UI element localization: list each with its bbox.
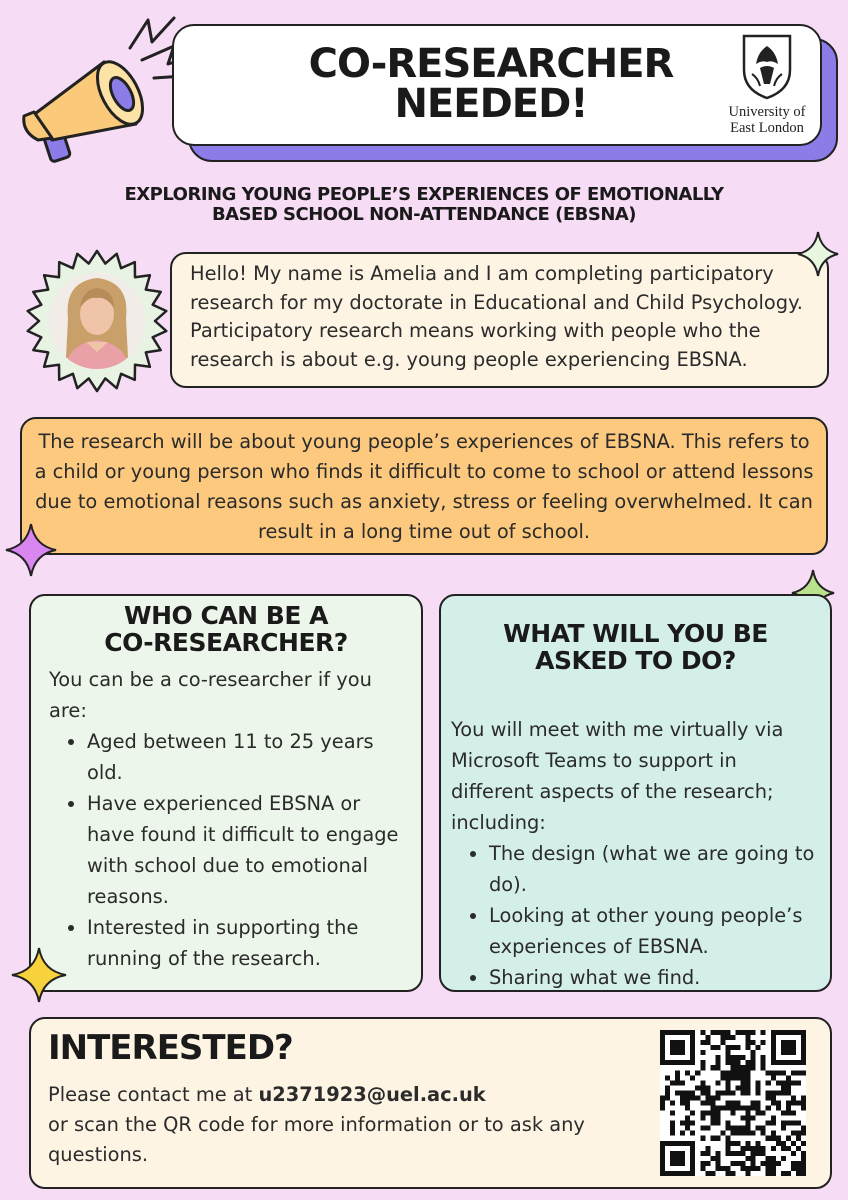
intro-text: Hello! My name is Amelia and I am completing participatory research for my doctorate in Educational and Child Psychology. Participatory research means working with people who the research is about e.g. young people experiencing EBSNA. — [190, 262, 803, 371]
list-item: • Have experienced EBSNA or have found it difficult to engage with school due to emotional reasons. — [87, 788, 407, 912]
who-can-be-box — [29, 594, 423, 992]
what-asked-box — [439, 594, 832, 992]
who-heading-line-1: WHO CAN BE A — [124, 601, 328, 630]
profile-photo — [24, 248, 170, 394]
intro-box — [170, 252, 829, 388]
ebsna-description — [20, 417, 828, 555]
sparkle-icon — [10, 946, 68, 1004]
who-list — [49, 726, 407, 974]
who-heading-line-2: CO-RESEARCHER? — [104, 628, 348, 657]
subtitle-line-1: EXPLORING YOUNG PEOPLE’S EXPERIENCES OF EMOTIONALLY — [124, 184, 724, 205]
sparkle-icon — [796, 230, 840, 278]
subtitle-line-2: BASED SCHOOL NON-ATTENDANCE (EBSNA) — [211, 204, 637, 225]
megaphone-icon — [18, 8, 194, 164]
list-item: • Interested in supporting the running of the research. — [87, 912, 407, 974]
contact-rest: or scan the QR code for more information or to ask any questions. — [48, 1113, 585, 1166]
page-title — [262, 41, 720, 127]
what-heading-line-1: WHAT WILL YOU BE — [503, 619, 768, 648]
list-item: • Looking at other young people’s experiences of EBSNA. — [489, 900, 818, 962]
logo-line-1: University of — [728, 104, 806, 120]
what-heading — [441, 620, 830, 674]
interested-heading: INTERESTED? — [48, 1028, 293, 1068]
list-item: • Sharing what we find. — [489, 962, 818, 993]
contact-prefix: Please contact me at — [48, 1083, 259, 1106]
who-intro: You can be a co-researcher if you are: — [49, 668, 372, 722]
qr-code-icon[interactable] — [660, 1030, 806, 1176]
what-heading-line-2: ASKED TO DO? — [535, 646, 736, 675]
uel-crest-icon — [740, 34, 794, 100]
title-line-1: CO-RESEARCHER — [308, 41, 674, 87]
sparkle-icon — [4, 522, 58, 578]
list-item: • Aged between 11 to 25 years old. — [87, 726, 407, 788]
ebsna-text: The research will be about young people’s experiences of EBSNA. This refers to a child or young person who finds it difficult to come to school or attend lessons due to emotional reasons such as anxiety, stress or feeling overwhelmed. It can result in a long time out of school. — [34, 430, 814, 543]
what-intro: You will meet with me virtually via Microsoft Teams to support in different aspects of the research; including: — [451, 718, 784, 834]
what-list — [451, 838, 818, 993]
contact-text — [48, 1080, 648, 1170]
logo-line-2: East London — [730, 120, 804, 136]
title-line-2: NEEDED! — [394, 81, 588, 127]
uel-logo — [722, 34, 812, 138]
list-item: • The design (what we are going to do). — [489, 838, 818, 900]
who-heading — [31, 602, 421, 656]
subtitle — [20, 185, 828, 225]
email-link[interactable]: u2371923@uel.ac.uk — [258, 1083, 486, 1106]
